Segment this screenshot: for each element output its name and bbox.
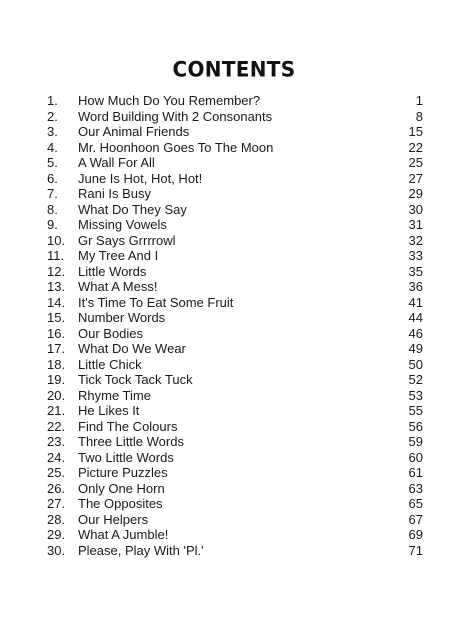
toc-entry[interactable] xyxy=(47,171,423,187)
entry-number: 2. xyxy=(47,108,58,124)
entry-title: A Wall For All xyxy=(78,155,155,170)
toc-entry[interactable] xyxy=(47,326,423,342)
entry-title: Missing Vowels xyxy=(78,217,167,232)
entry-number: 17. xyxy=(47,341,66,356)
entry-number: 4. xyxy=(47,139,58,155)
toc-entry[interactable] xyxy=(47,186,423,202)
entry-number: 3. xyxy=(47,124,58,139)
entry-page-number: 33 xyxy=(408,248,423,263)
entry-title: What A Mess! xyxy=(78,279,158,294)
entry-title: Gr Says Grrrrowl xyxy=(78,232,176,248)
entry-page-number: 46 xyxy=(408,325,423,341)
entry-number: 22. xyxy=(47,418,66,434)
toc-entry[interactable] xyxy=(47,496,423,512)
entry-title: Please, Play With 'Pl.' xyxy=(78,542,204,558)
entry-number: 21. xyxy=(47,403,66,418)
entry-title: Find The Colours xyxy=(78,418,178,434)
entry-page-number: 8 xyxy=(415,108,423,124)
entry-page-number: 22 xyxy=(408,139,423,155)
entry-title: Three Little Words xyxy=(78,434,184,449)
entry-page-number: 50 xyxy=(408,356,423,372)
entry-page-number: 29 xyxy=(408,186,423,201)
entry-page-number: 56 xyxy=(408,418,423,434)
entry-page-number: 67 xyxy=(408,511,423,527)
entry-page-number: 49 xyxy=(408,341,423,356)
entry-number: 9. xyxy=(47,217,58,232)
entry-title: Tick Tock Tack Tuck xyxy=(78,372,193,387)
entry-number: 20. xyxy=(47,387,66,403)
toc-entry[interactable] xyxy=(47,388,423,404)
entry-page-number: 31 xyxy=(408,217,423,232)
toc-entry[interactable] xyxy=(47,93,423,109)
entry-title: Number Words xyxy=(78,310,166,325)
entry-title: How Much Do You Remember? xyxy=(78,93,261,108)
entry-title: June Is Hot, Hot, Hot! xyxy=(78,170,203,186)
toc-entry[interactable] xyxy=(47,450,423,466)
toc-entry[interactable] xyxy=(47,124,423,140)
toc-entry[interactable] xyxy=(47,295,423,311)
entry-number: 24. xyxy=(47,449,66,465)
entry-title: The Opposites xyxy=(78,496,163,511)
entry-number: 26. xyxy=(47,480,66,496)
entry-number: 5. xyxy=(47,155,58,170)
entry-title: Little Chick xyxy=(78,356,142,372)
entry-title: What Do We Wear xyxy=(78,341,186,356)
entry-title: He Likes It xyxy=(78,403,140,418)
entry-number: 28. xyxy=(47,511,66,527)
entry-title: What A Jumble! xyxy=(78,527,169,542)
entry-page-number: 63 xyxy=(408,480,423,496)
entry-number: 1. xyxy=(47,93,58,108)
toc-entry[interactable] xyxy=(47,202,423,218)
entry-number: 30. xyxy=(47,542,66,558)
entry-page-number: 27 xyxy=(408,170,423,186)
entry-number: 11. xyxy=(47,248,65,263)
page-title: CONTENTS xyxy=(172,56,296,82)
entry-title: Our Helpers xyxy=(78,511,149,527)
toc-entry[interactable] xyxy=(47,140,423,156)
toc-entry[interactable] xyxy=(47,403,423,419)
entry-page-number: 15 xyxy=(408,124,423,139)
entry-number: 18. xyxy=(47,356,66,372)
entry-page-number: 25 xyxy=(408,155,423,170)
entry-number: 29. xyxy=(47,527,66,542)
entry-number: 25. xyxy=(47,465,66,480)
entry-title: What Do They Say xyxy=(78,201,187,217)
entry-number: 10. xyxy=(47,232,66,248)
entry-number: 8. xyxy=(47,201,58,217)
toc-entry[interactable] xyxy=(47,372,423,388)
entry-page-number: 1 xyxy=(415,93,423,108)
entry-number: 16. xyxy=(47,325,66,341)
entry-page-number: 41 xyxy=(408,294,423,310)
toc-entry[interactable] xyxy=(47,217,423,233)
entry-page-number: 35 xyxy=(408,263,423,279)
toc-entry[interactable] xyxy=(47,512,423,528)
toc-entry[interactable] xyxy=(47,310,423,326)
toc-entry[interactable] xyxy=(47,527,423,543)
entry-page-number: 36 xyxy=(408,279,423,294)
entry-page-number: 52 xyxy=(408,372,423,387)
entry-page-number: 30 xyxy=(408,201,423,217)
entry-page-number: 60 xyxy=(408,449,423,465)
entry-title: Rani Is Busy xyxy=(78,186,151,201)
entry-page-number: 61 xyxy=(408,465,423,480)
entry-page-number: 65 xyxy=(408,496,423,511)
toc-entry[interactable] xyxy=(47,279,423,295)
toc-entry[interactable] xyxy=(47,434,423,450)
entry-page-number: 53 xyxy=(408,387,423,403)
entry-number: 15. xyxy=(47,310,66,325)
toc-entry[interactable] xyxy=(47,233,423,249)
entry-title: Picture Puzzles xyxy=(78,465,168,480)
entry-title: My Tree And I xyxy=(78,248,159,263)
entry-page-number: 69 xyxy=(408,527,423,542)
toc-entry[interactable] xyxy=(47,264,423,280)
entry-title: Little Words xyxy=(78,263,147,279)
toc-entry[interactable] xyxy=(47,419,423,435)
entry-number: 19. xyxy=(47,372,66,387)
entry-title: It's Time To Eat Some Fruit xyxy=(78,294,234,310)
entry-title: Rhyme Time xyxy=(78,387,151,403)
entry-title: Only One Horn xyxy=(78,480,165,496)
entry-title: Our Bodies xyxy=(78,325,144,341)
entry-number: 14. xyxy=(47,294,66,310)
toc-entry[interactable] xyxy=(47,248,423,264)
entry-title: Mr. Hoonhoon Goes To The Moon xyxy=(78,139,274,155)
entry-number: 23. xyxy=(47,434,66,449)
toc-entry[interactable] xyxy=(47,155,423,171)
entry-page-number: 44 xyxy=(408,310,423,325)
entry-number: 12. xyxy=(47,263,66,279)
entry-page-number: 71 xyxy=(408,542,423,558)
toc-entry[interactable] xyxy=(47,481,423,497)
entry-number: 27. xyxy=(47,496,66,511)
toc-entry[interactable] xyxy=(47,543,423,559)
entry-number: 7. xyxy=(47,186,58,201)
toc-entry[interactable] xyxy=(47,109,423,125)
entry-page-number: 59 xyxy=(408,434,423,449)
toc-entry[interactable] xyxy=(47,357,423,373)
entry-page-number: 32 xyxy=(408,232,423,248)
entry-number: 13. xyxy=(47,279,66,294)
entry-title: Our Animal Friends xyxy=(78,124,190,139)
toc-entry[interactable] xyxy=(47,341,423,357)
entry-title: Two Little Words xyxy=(78,449,174,465)
entry-number: 6. xyxy=(47,170,58,186)
entry-page-number: 55 xyxy=(408,403,423,418)
table-of-contents xyxy=(47,93,423,558)
toc-entry[interactable] xyxy=(47,465,423,481)
entry-title: Word Building With 2 Consonants xyxy=(78,108,273,124)
